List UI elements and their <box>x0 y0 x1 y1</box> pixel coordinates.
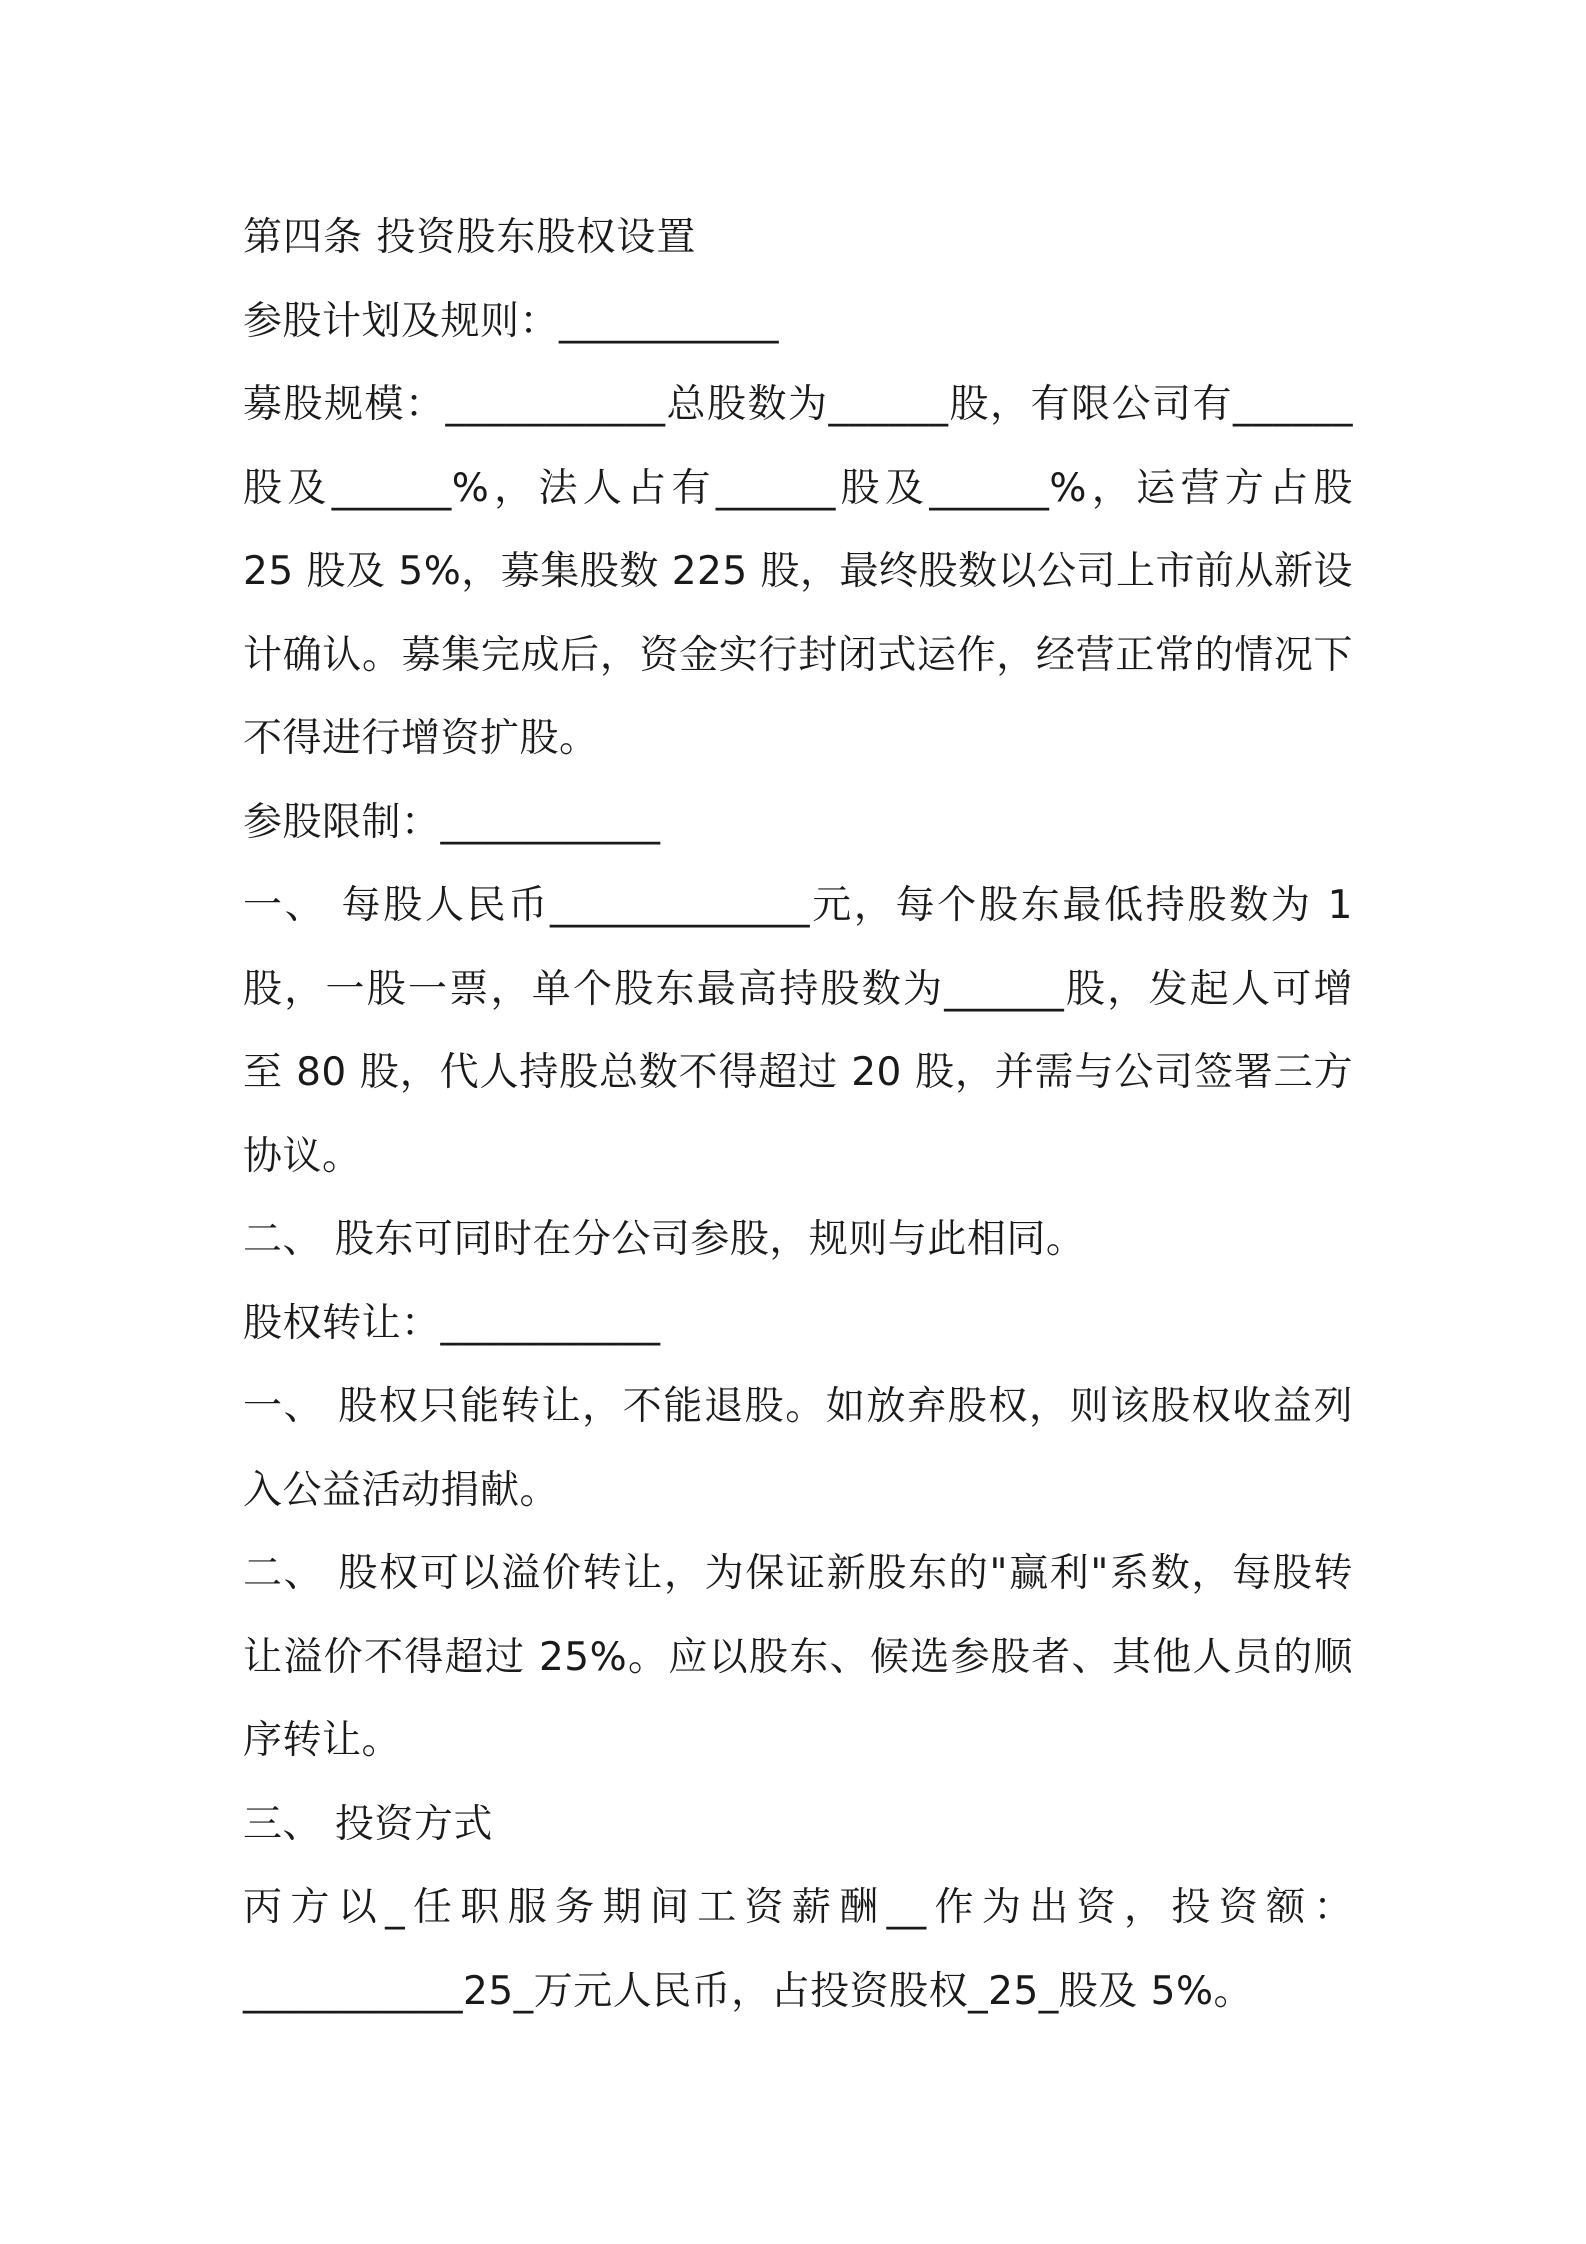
document-body <box>243 196 1353 2033</box>
paragraph-line: 不得进行增资扩股。 <box>243 716 599 761</box>
paragraph-line: 一、 股权只能转让，不能退股。如放弃股权，则该股权收益列 <box>243 1384 1353 1429</box>
paragraph-line: 二、 股权可以溢价转让，为保证新股东的"赢利"系数，每股转 <box>243 1551 1353 1596</box>
article-title: 第四条 投资股东股权设置 <box>243 215 697 260</box>
paragraph-line: 股及______%，法人占有______股及______%，运营方占股 <box>243 465 1353 511</box>
paragraph-line: 丙方以_任职服务期间工资薪酬__作为出资，投资额： <box>243 1885 1353 1930</box>
paragraph-line: 募股规模：___________总股数为______股，有限公司有______ <box>243 382 1353 427</box>
paragraph-line: 序转让。 <box>243 1718 402 1763</box>
paragraph-line: 25 股及 5%，募集股数 225 股，最终股数以公司上市前从新设 <box>243 549 1354 594</box>
investment-method-heading: 三、 投资方式 <box>243 1801 493 1847</box>
share-transfer-label: 股权转让：___________ <box>243 1300 661 1346</box>
paragraph-line: 股，一股一票，单个股东最高持股数为______股，发起人可增 <box>243 966 1353 1012</box>
paragraph-line: 一、 每股人民币_____________元，每个股东最低持股数为 1 <box>243 883 1353 928</box>
paragraph-line: ___________25_万元人民币，占投资股权_25_股及 5%。 <box>243 1968 1254 2014</box>
share-plan-label: 参股计划及规则：___________ <box>243 298 780 344</box>
paragraph-line: 至 80 股，代人持股总数不得超过 20 股，并需与公司签署三方 <box>243 1050 1353 1095</box>
paragraph-line: 协议。 <box>243 1133 362 1179</box>
paragraph-line: 让溢价不得超过 25%。应以股东、候选参股者、其他人员的顺 <box>243 1634 1353 1680</box>
paragraph-line: 计确认。募集完成后，资金实行封闭式运作，经营正常的情况下 <box>243 632 1353 678</box>
share-limit-label: 参股限制：___________ <box>243 799 661 845</box>
paragraph-line: 二、 股东可同时在分公司参股，规则与此相同。 <box>243 1217 1086 1262</box>
paragraph-line: 入公益活动捐献。 <box>243 1467 560 1513</box>
